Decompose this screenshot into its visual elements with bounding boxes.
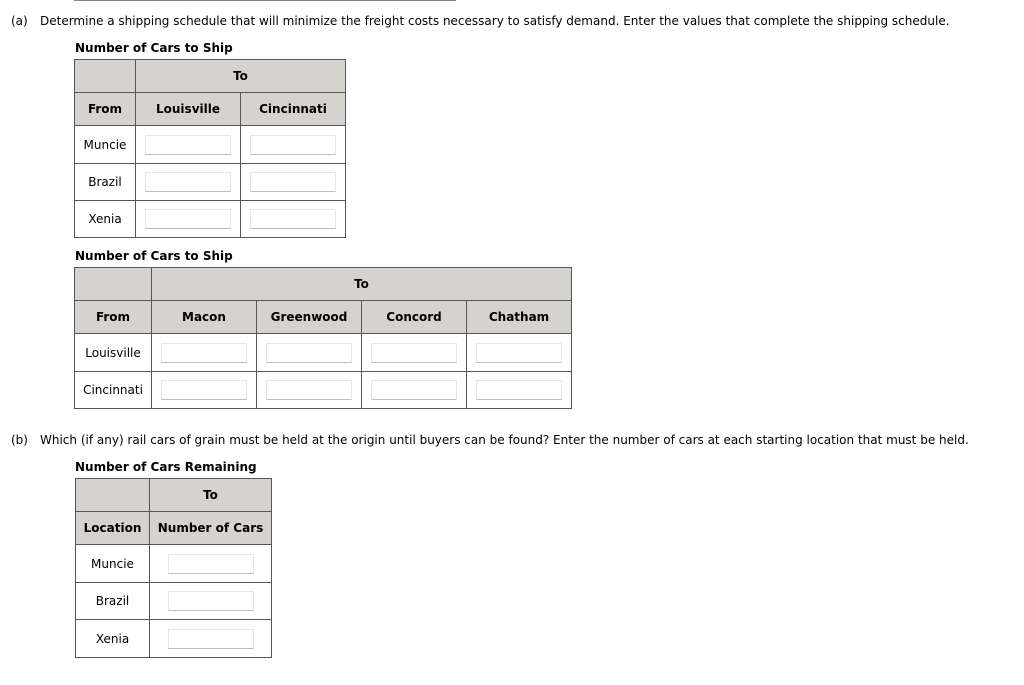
table1-col-cincinnati: Cincinnati [241,93,346,126]
table1-cell [241,164,346,201]
table2-col-macon: Macon [152,301,257,334]
table2-caption: Number of Cars to Ship [75,249,233,263]
table1-to-header: To [136,60,346,93]
table1-corner-cell [75,60,136,93]
muncie-louisville-input[interactable] [145,135,231,155]
xenia-louisville-input[interactable] [145,209,231,229]
table2-cell [152,372,257,409]
table1-caption: Number of Cars to Ship [75,41,233,55]
louisville-macon-input[interactable] [161,343,247,363]
table1-row-label-muncie: Muncie [75,126,136,164]
table1-cell [136,126,241,164]
table3-row-label-muncie: Muncie [76,545,150,583]
table2-cell [362,334,467,372]
table2-col-concord: Concord [362,301,467,334]
table1-cell [241,201,346,238]
table2-row-label-cincinnati: Cincinnati [75,372,152,409]
table1-cell [136,164,241,201]
xenia-remaining-input[interactable] [168,629,254,649]
shipping-table-1 [74,59,346,238]
question-b [11,433,969,447]
table3-row-label-xenia: Xenia [76,620,150,658]
shipping-table-2 [74,267,572,409]
table2-col-greenwood: Greenwood [257,301,362,334]
table3-location-header: Location [76,512,150,545]
xenia-cincinnati-input[interactable] [250,209,336,229]
table1-from-header: From [75,93,136,126]
table2-cell [467,372,572,409]
table3-cell [150,620,272,658]
table1-row-label-xenia: Xenia [75,201,136,238]
question-a-label: (a) [11,14,28,28]
louisville-greenwood-input[interactable] [266,343,352,363]
table1-col-louisville: Louisville [136,93,241,126]
table2-cell [257,372,362,409]
table3-col-number-of-cars: Number of Cars [150,512,272,545]
brazil-remaining-input[interactable] [168,591,254,611]
table3-corner-cell [76,479,150,512]
remaining-cars-table [75,478,272,658]
louisville-chatham-input[interactable] [476,343,562,363]
brazil-louisville-input[interactable] [145,172,231,192]
louisville-concord-input[interactable] [371,343,457,363]
table2-row-label-louisville: Louisville [75,334,152,372]
table2-cell [467,334,572,372]
brazil-cincinnati-input[interactable] [250,172,336,192]
table2-from-header: From [75,301,152,334]
table1-cell [136,201,241,238]
table3-to-header: To [150,479,272,512]
table3-row-label-brazil: Brazil [76,583,150,620]
cincinnati-concord-input[interactable] [371,380,457,400]
table3-cell [150,545,272,583]
cincinnati-chatham-input[interactable] [476,380,562,400]
muncie-remaining-input[interactable] [168,554,254,574]
question-b-label: (b) [11,433,28,447]
cincinnati-greenwood-input[interactable] [266,380,352,400]
table1-cell [241,126,346,164]
table2-cell [362,372,467,409]
table2-cell [152,334,257,372]
table2-col-chatham: Chatham [467,301,572,334]
question-a-prompt: Determine a shipping schedule that will minimize the freight costs necessary to satisfy demand. Enter the values that complete the shipping schedule. [40,14,950,28]
muncie-cincinnati-input[interactable] [250,135,336,155]
table2-cell [257,334,362,372]
table1-row-label-brazil: Brazil [75,164,136,201]
table3-caption: Number of Cars Remaining [75,460,257,474]
cincinnati-macon-input[interactable] [161,380,247,400]
table2-to-header: To [152,268,572,301]
table2-corner-cell [75,268,152,301]
top-divider [74,0,456,1]
question-a [11,14,950,28]
question-b-prompt: Which (if any) rail cars of grain must be held at the origin until buyers can be found? Enter the number of cars at each starting location that must be held. [40,433,969,447]
table3-cell [150,583,272,620]
